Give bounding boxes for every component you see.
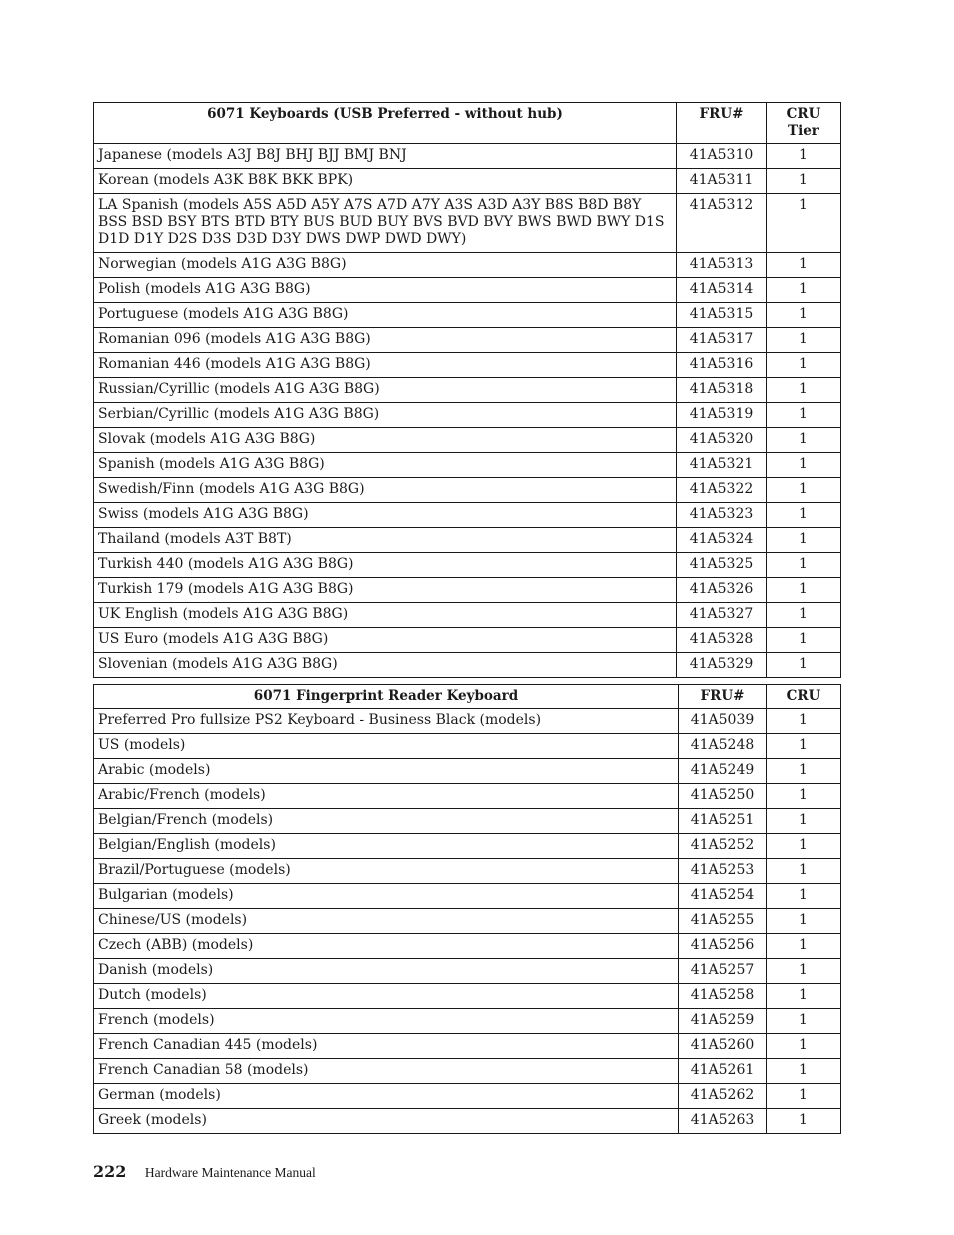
table-row <box>94 909 841 934</box>
table-row <box>94 1109 841 1134</box>
cell-fru-number: 41A5321 <box>677 453 767 478</box>
table-row <box>94 734 841 759</box>
cell-fru-number: 41A5318 <box>677 378 767 403</box>
cell-cru-tier: 1 <box>767 859 841 884</box>
manual-title: Hardware Maintenance Manual <box>144 1165 316 1180</box>
cell-description: Turkish 440 (models A1G A3G B8G) <box>94 553 677 578</box>
cell-description: Danish (models) <box>94 959 679 984</box>
table-row <box>94 144 841 169</box>
cell-description: US Euro (models A1G A3G B8G) <box>94 628 677 653</box>
cell-fru-number: 41A5261 <box>679 1059 767 1084</box>
table-row <box>94 859 841 884</box>
cell-fru-number: 41A5255 <box>679 909 767 934</box>
cell-description: Czech (ABB) (models) <box>94 934 679 959</box>
cell-fru-number: 41A5311 <box>677 169 767 194</box>
cell-description: Swedish/Finn (models A1G A3G B8G) <box>94 478 677 503</box>
cell-description: Portuguese (models A1G A3G B8G) <box>94 303 677 328</box>
table-row <box>94 478 841 503</box>
cell-cru-tier: 1 <box>767 403 841 428</box>
cell-description: French Canadian 445 (models) <box>94 1034 679 1059</box>
cell-description: Chinese/US (models) <box>94 909 679 934</box>
cell-description: Romanian 446 (models A1G A3G B8G) <box>94 353 677 378</box>
cell-description: Polish (models A1G A3G B8G) <box>94 278 677 303</box>
cell-fru-number: 41A5259 <box>679 1009 767 1034</box>
cell-cru-tier: 1 <box>767 478 841 503</box>
cell-cru-tier: 1 <box>767 253 841 278</box>
table-row <box>94 653 841 678</box>
table-row <box>94 628 841 653</box>
cell-description: Belgian/English (models) <box>94 834 679 859</box>
table-row <box>94 934 841 959</box>
cell-fru-number: 41A5326 <box>677 578 767 603</box>
cell-description: LA Spanish (models A5S A5D A5Y A7S A7D A7Y A3S A3D A3Y B8S B8D B8Y BSS BSD BSY BTS BTD BTY BUS BUD BUY BVS BVD BVY BWS BWD BWY D1S D1D D1Y D2S D3S D3D D3Y DWS DWP DWD DWY) <box>94 194 677 253</box>
cell-fru-number: 41A5310 <box>677 144 767 169</box>
table-row <box>94 578 841 603</box>
cell-cru-tier: 1 <box>767 709 841 734</box>
cell-cru-tier: 1 <box>767 553 841 578</box>
cell-description: Norwegian (models A1G A3G B8G) <box>94 253 677 278</box>
cell-fru-number: 41A5313 <box>677 253 767 278</box>
table-row <box>94 378 841 403</box>
cell-cru-tier: 1 <box>767 603 841 628</box>
cell-cru-tier: 1 <box>767 653 841 678</box>
cell-fru-number: 41A5248 <box>679 734 767 759</box>
cell-cru-tier: 1 <box>767 984 841 1009</box>
column-header-description: 6071 Fingerprint Reader Keyboard <box>94 685 679 709</box>
cell-fru-number: 41A5253 <box>679 859 767 884</box>
cell-fru-number: 41A5262 <box>679 1084 767 1109</box>
cell-cru-tier: 1 <box>767 278 841 303</box>
cell-description: Greek (models) <box>94 1109 679 1134</box>
table-row <box>94 503 841 528</box>
column-header-fru: FRU# <box>677 103 767 144</box>
table-row <box>94 303 841 328</box>
cell-description: Dutch (models) <box>94 984 679 1009</box>
cell-fru-number: 41A5329 <box>677 653 767 678</box>
cell-cru-tier: 1 <box>767 528 841 553</box>
cell-fru-number: 41A5263 <box>679 1109 767 1134</box>
table-row <box>94 528 841 553</box>
column-header-fru: FRU# <box>679 685 767 709</box>
table-row <box>94 278 841 303</box>
cell-fru-number: 41A5323 <box>677 503 767 528</box>
cell-description: Arabic (models) <box>94 759 679 784</box>
table-body <box>94 709 841 1134</box>
keyboards-usb-table <box>93 102 841 678</box>
cell-description: US (models) <box>94 734 679 759</box>
page-footer <box>93 1162 316 1181</box>
cell-description: Romanian 096 (models A1G A3G B8G) <box>94 328 677 353</box>
cell-cru-tier: 1 <box>767 1084 841 1109</box>
cell-fru-number: 41A5260 <box>679 1034 767 1059</box>
table-header-row <box>94 685 841 709</box>
cell-description: Slovenian (models A1G A3G B8G) <box>94 653 677 678</box>
cell-cru-tier: 1 <box>767 884 841 909</box>
table-row <box>94 603 841 628</box>
table-row <box>94 194 841 253</box>
cell-fru-number: 41A5320 <box>677 428 767 453</box>
table-row <box>94 553 841 578</box>
table-row <box>94 453 841 478</box>
cell-fru-number: 41A5249 <box>679 759 767 784</box>
cell-cru-tier: 1 <box>767 144 841 169</box>
cell-cru-tier: 1 <box>767 959 841 984</box>
table-row <box>94 403 841 428</box>
table-body <box>94 144 841 678</box>
cell-cru-tier: 1 <box>767 453 841 478</box>
cell-fru-number: 41A5325 <box>677 553 767 578</box>
cell-cru-tier: 1 <box>767 909 841 934</box>
cell-description: French Canadian 58 (models) <box>94 1059 679 1084</box>
table-row <box>94 428 841 453</box>
table-row <box>94 353 841 378</box>
cell-description: Belgian/French (models) <box>94 809 679 834</box>
cell-description: Swiss (models A1G A3G B8G) <box>94 503 677 528</box>
cell-cru-tier: 1 <box>767 934 841 959</box>
cell-cru-tier: 1 <box>767 578 841 603</box>
table-row <box>94 959 841 984</box>
cell-cru-tier: 1 <box>767 194 841 253</box>
cell-fru-number: 41A5315 <box>677 303 767 328</box>
cell-fru-number: 41A5251 <box>679 809 767 834</box>
table-row <box>94 784 841 809</box>
table-row <box>94 253 841 278</box>
cell-description: Brazil/Portuguese (models) <box>94 859 679 884</box>
cell-cru-tier: 1 <box>767 759 841 784</box>
cell-fru-number: 41A5312 <box>677 194 767 253</box>
cell-fru-number: 41A5314 <box>677 278 767 303</box>
cell-description: Serbian/Cyrillic (models A1G A3G B8G) <box>94 403 677 428</box>
cell-description: UK English (models A1G A3G B8G) <box>94 603 677 628</box>
cell-description: Japanese (models A3J B8J BHJ BJJ BMJ BNJ <box>94 144 677 169</box>
cell-description: Slovak (models A1G A3G B8G) <box>94 428 677 453</box>
table-row <box>94 809 841 834</box>
table-row <box>94 834 841 859</box>
cell-description: Turkish 179 (models A1G A3G B8G) <box>94 578 677 603</box>
table-row <box>94 169 841 194</box>
table-row <box>94 984 841 1009</box>
cell-cru-tier: 1 <box>767 1059 841 1084</box>
page-number: 222 <box>93 1162 127 1181</box>
column-header-description: 6071 Keyboards (USB Preferred - without hub) <box>94 103 677 144</box>
cell-description: Preferred Pro fullsize PS2 Keyboard - Business Black (models) <box>94 709 679 734</box>
cell-cru-tier: 1 <box>767 628 841 653</box>
cell-fru-number: 41A5324 <box>677 528 767 553</box>
cell-description: Russian/Cyrillic (models A1G A3G B8G) <box>94 378 677 403</box>
table-header-row <box>94 103 841 144</box>
cell-fru-number: 41A5322 <box>677 478 767 503</box>
cell-description: Thailand (models A3T B8T) <box>94 528 677 553</box>
cell-fru-number: 41A5316 <box>677 353 767 378</box>
cell-description: Korean (models A3K B8K BKK BPK) <box>94 169 677 194</box>
cell-fru-number: 41A5258 <box>679 984 767 1009</box>
cell-fru-number: 41A5327 <box>677 603 767 628</box>
cell-cru-tier: 1 <box>767 428 841 453</box>
cell-fru-number: 41A5317 <box>677 328 767 353</box>
column-header-cru-tier: CRU Tier <box>767 103 841 144</box>
cell-description: French (models) <box>94 1009 679 1034</box>
cell-cru-tier: 1 <box>767 303 841 328</box>
cell-cru-tier: 1 <box>767 809 841 834</box>
cell-cru-tier: 1 <box>767 503 841 528</box>
fingerprint-keyboard-table <box>93 684 841 1134</box>
cell-cru-tier: 1 <box>767 353 841 378</box>
table-row <box>94 328 841 353</box>
cell-fru-number: 41A5039 <box>679 709 767 734</box>
cell-fru-number: 41A5250 <box>679 784 767 809</box>
table-row <box>94 1009 841 1034</box>
cell-fru-number: 41A5319 <box>677 403 767 428</box>
cell-description: Spanish (models A1G A3G B8G) <box>94 453 677 478</box>
cell-fru-number: 41A5256 <box>679 934 767 959</box>
table-row <box>94 709 841 734</box>
cell-cru-tier: 1 <box>767 1009 841 1034</box>
cell-description: Bulgarian (models) <box>94 884 679 909</box>
cell-cru-tier: 1 <box>767 328 841 353</box>
cell-fru-number: 41A5252 <box>679 834 767 859</box>
cell-cru-tier: 1 <box>767 1034 841 1059</box>
cell-cru-tier: 1 <box>767 784 841 809</box>
cell-fru-number: 41A5254 <box>679 884 767 909</box>
column-header-cru: CRU <box>767 685 841 709</box>
table-row <box>94 1084 841 1109</box>
table-row <box>94 1059 841 1084</box>
cell-fru-number: 41A5328 <box>677 628 767 653</box>
table-row <box>94 1034 841 1059</box>
cell-fru-number: 41A5257 <box>679 959 767 984</box>
cell-cru-tier: 1 <box>767 169 841 194</box>
table-row <box>94 759 841 784</box>
cell-description: German (models) <box>94 1084 679 1109</box>
cell-cru-tier: 1 <box>767 734 841 759</box>
table-row <box>94 884 841 909</box>
cell-cru-tier: 1 <box>767 834 841 859</box>
cell-cru-tier: 1 <box>767 1109 841 1134</box>
cell-cru-tier: 1 <box>767 378 841 403</box>
cell-description: Arabic/French (models) <box>94 784 679 809</box>
